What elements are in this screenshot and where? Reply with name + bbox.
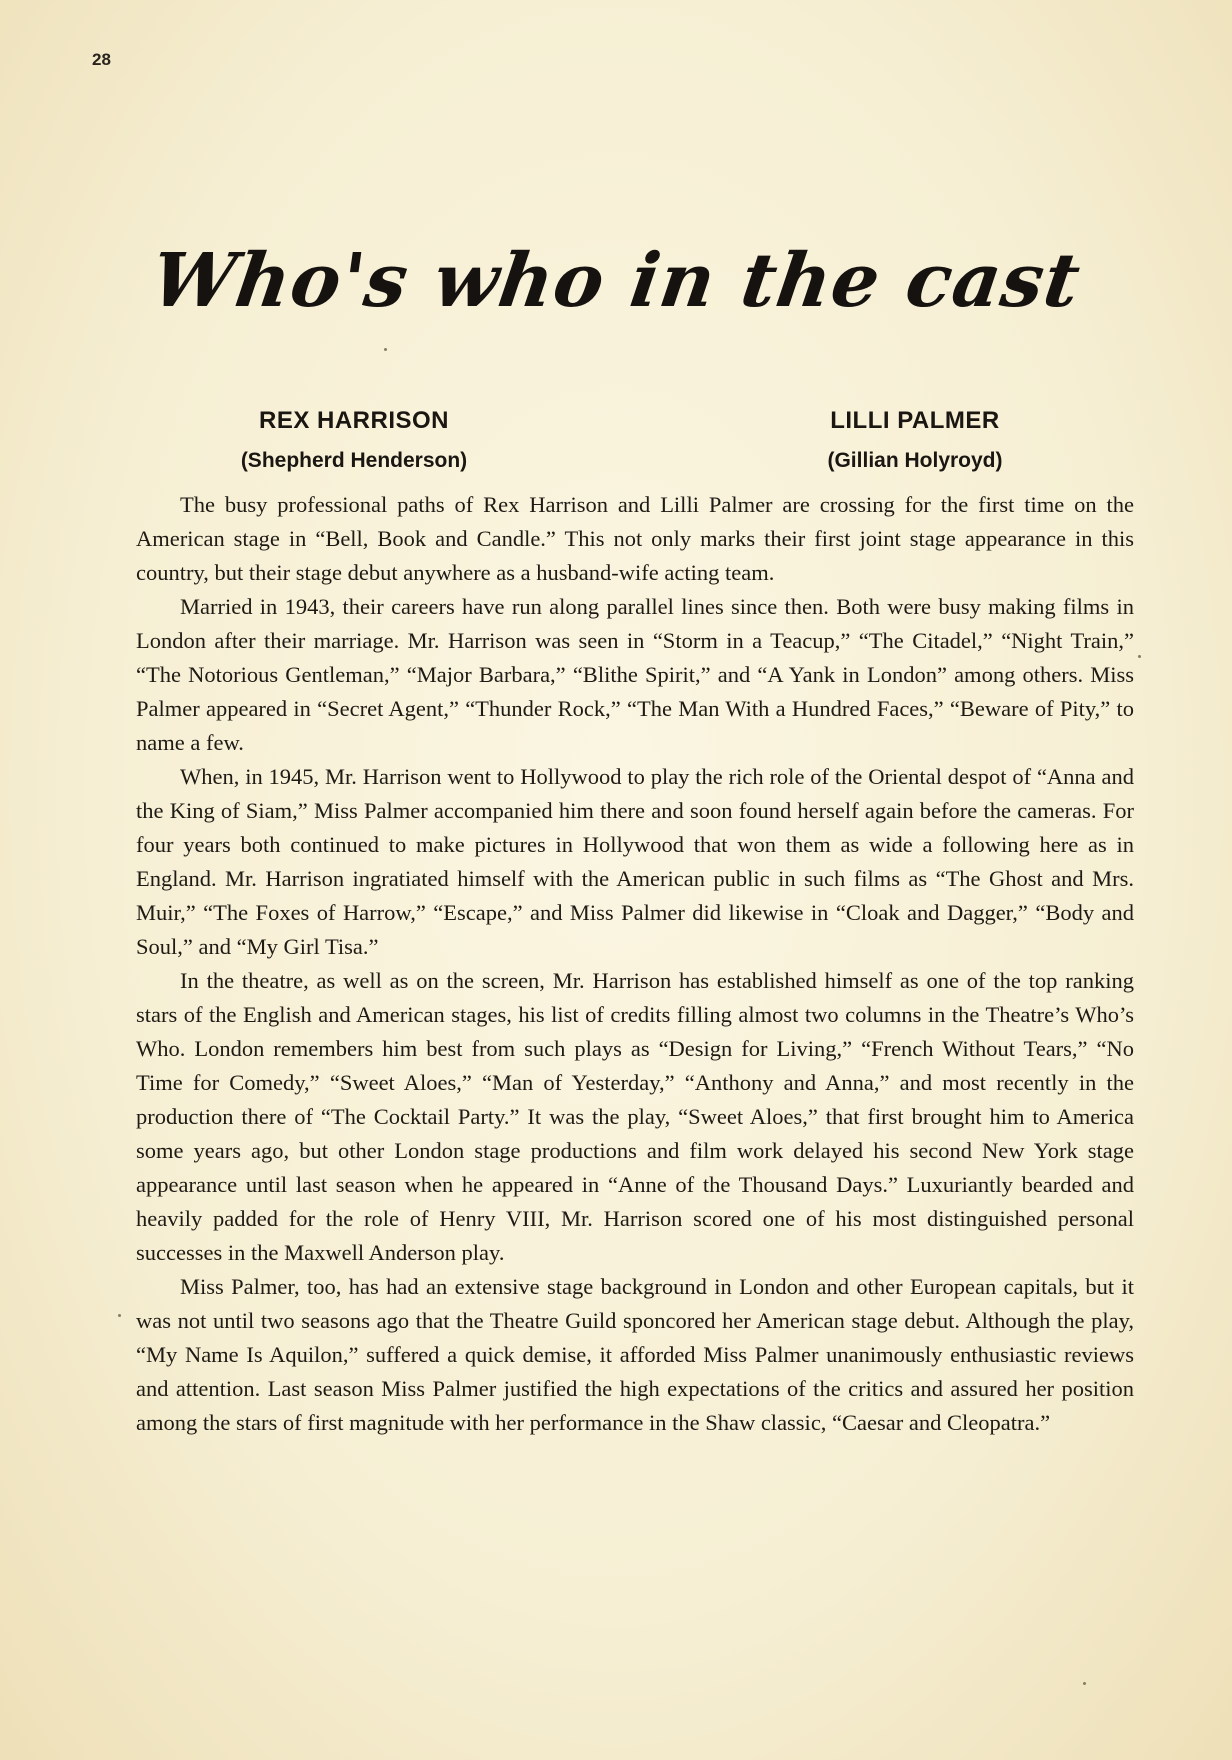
paragraph: Miss Palmer, too, has had an extensive stage background in London and other European capitals, but it was not until two seasons ago that the Theatre Guild sponcored her American stage debut. Although the play, “My Name Is Aquilon,” suffered a quick demise, it afforded Miss Palmer unanimously enthusiastic reviews and attention. Last season Miss Palmer justified the high expectations of the critics and assured her position among the stars of first magnitude with her performance in the Shaw classic, “Caesar and Cleopatra.” [136,1274,1134,1435]
paragraph: Married in 1943, their careers have run along parallel lines since then. Both were busy making films in London after their marriage. Mr. Harrison was seen in “Storm in a Teacup,” “The Citadel,” “Night Train,” “The Notorious Gentleman,” “Major Barbara,” “Blithe Spirit,” and “A Yank in London” among others. Miss Palmer appeared in “Secret Agent,” “Thunder Rock,” “The Man With a Hundred Faces,” “Beware of Pity,” to name a few. [136,594,1134,755]
character-role: (Shepherd Henderson) [240,449,468,472]
paragraph: When, in 1945, Mr. Harrison went to Hollywood to play the rich role of the Oriental despot of “Anna and the King of Siam,” Miss Palmer accompanied him there and soon found herself again before the cameras. For four years both continued to make pictures in Hollywood that won them as wide a following here as in England. Mr. Harrison ingratiated himself with the American public in such films as “The Ghost and Mrs. Muir,” “The Foxes of Harrow,” “Escape,” and Miss Palmer did likewise in “Cloak and Dagger,” “Body and Soul,” and “My Girl Tisa.” [136,764,1134,959]
article-body [136,488,1134,1440]
cast-heading-rex-harrison [220,404,488,478]
character-role: (Gillian Holyroyd) [827,449,1003,472]
paper-speck [118,1314,121,1317]
paper-speck [384,348,387,351]
page-title: Who's who in the cast [146,238,1086,324]
cast-heading-lilli-palmer [805,404,1025,478]
paper-speck [1083,1682,1086,1685]
paragraph: The busy professional paths of Rex Harrison and Lilli Palmer are crossing for the first time on the American stage in “Bell, Book and Candle.” This not only marks their first joint stage appearance in this country, but their stage debut anywhere as a husband-wife acting team. [136,492,1134,585]
paper-speck [1138,655,1141,658]
page-number: 28 [92,50,111,69]
actor-name: REX HARRISON [258,407,450,434]
paragraph: In the theatre, as well as on the screen, Mr. Harrison has established himself as one of the top ranking stars of the English and American stages, his list of credits filling almost two columns in the Theatre’s Who’s Who. London remembers him best from such plays as “Design for Living,” “French Without Tears,” “No Time for Comedy,” “Sweet Aloes,” “Man of Yesterday,” “Anthony and Anna,” and most recently in the production there of “The Cocktail Party.” It was the play, “Sweet Aloes,” that first brought him to America some years ago, but other London stage productions and film work delayed his second New York stage appearance until last season when he appeared in “Anne of the Thousand Days.” Luxuriantly bearded and heavily padded for the role of Henry VIII, Mr. Harrison scored one of his most distinguished personal successes in the Maxwell Anderson play. [136,968,1134,1265]
actor-name: LILLI PALMER [830,407,1000,434]
